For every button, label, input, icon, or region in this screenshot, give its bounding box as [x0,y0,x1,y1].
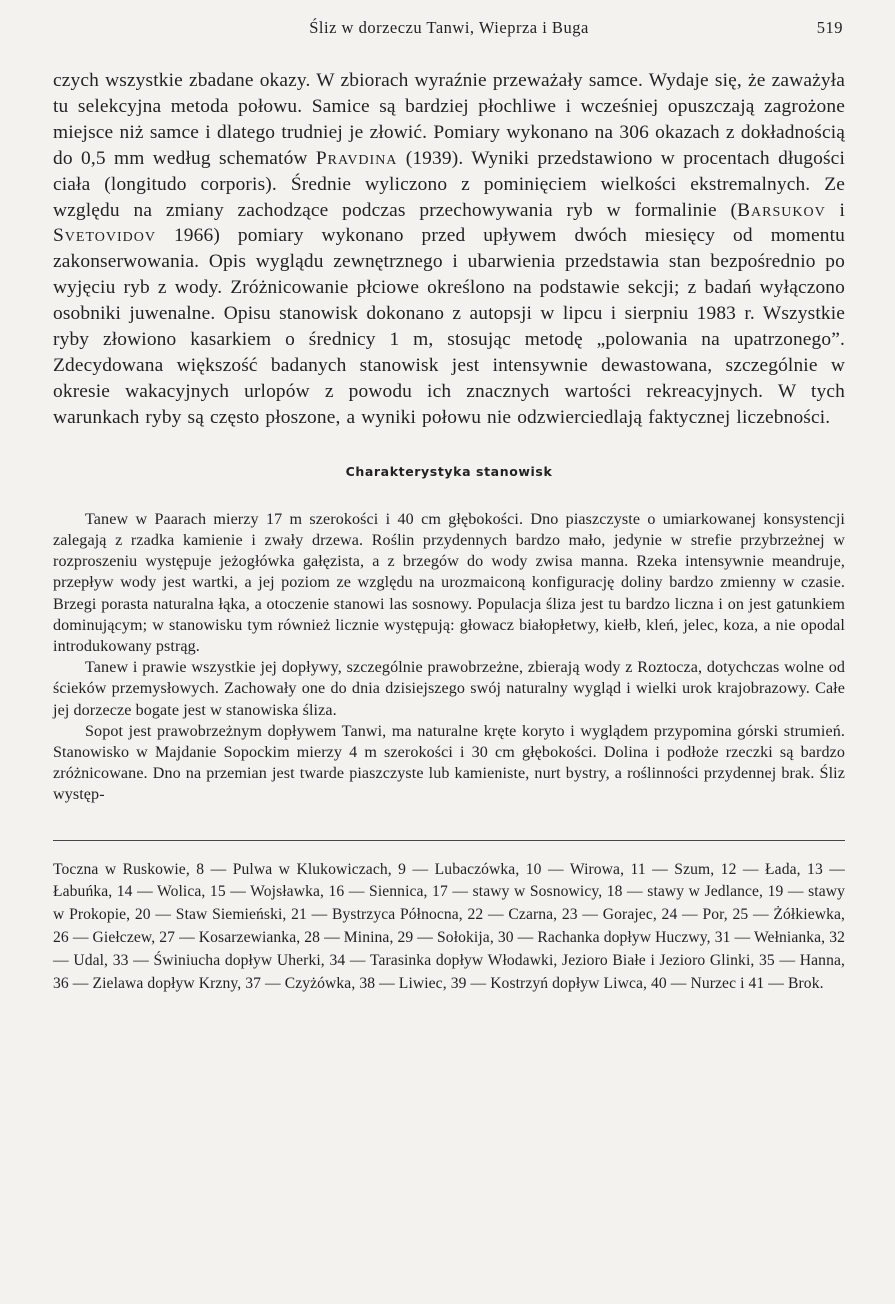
author-citation: Barsukov [737,199,826,221]
main-text-part: (1939). Wyniki przedstawiono w procentach długości ciała (longitudo corporis). Średnie wyliczono z pominięciem wielkości ekstremalnych. Ze względu na zmiany zachodzące podczas przechowywania ryb w formalinie ( [53,147,845,221]
site-paragraph: Sopot jest prawobrzeżnym dopływem Tanwi, ma naturalne kręte koryto i wyglądem przypomina górski strumień. Stanowisko w Majdanie Sopockim mierzy 4 m szerokości i 30 cm głębokości. Dolina i podłoże rzeczki są bardzo zróżnicowane. Dno na przemian jest twarde piaszczyste lub kamieniste, nurt bystry, a roślinności przydennej brak. Śliz występ- [53,722,845,804]
running-title: Śliz w dorzeczu Tanwi, Wieprza i Buga [309,18,589,37]
main-paragraph [53,68,845,431]
main-text-part: i [825,199,845,221]
section-heading: Charakterystyka stanowisk [345,463,553,479]
site-description [53,509,845,806]
author-citation: Svetovidov [53,225,156,247]
page-header [53,18,845,48]
footnote-text: Toczna w Ruskowie, 8 — Pulwa w Klukowiczach, 9 — Lubaczówka, 10 — Wirowa, 11 — Szum, 12 — Łada, 13 — Łabuńka, 14 — Wolica, 15 — Wojsławka, 16 — Siennica, 17 — stawy w Sosnowicy, 18 — stawy w Jedlance, 19 — stawy w Prokopie, 20 — Staw Siemieński, 21 — Bystrzyca Północna, 22 — Czarna, 23 — Gorajec, 24 — Por, 25 — Żółkiewka, 26 — Giełczew, 27 — Kosarzewianka, 28 — Minina, 29 — Sołokija, 30 — Rachanka dopływ Huczwy, 31 — Wełnianka, 32 — Udal, 33 — Świniucha dopływ Uherki, 34 — Tarasinka dopływ Włodawki, Jezioro Białe i Jezioro Glinki, 35 — Hanna, 36 — Zielawa dopływ Krzny, 37 — Czyżówka, 38 — Liwiec, 39 — Kostrzyń dopływ Liwca, 40 — Nurzec i 41 — Brok. [53,860,845,992]
page [53,18,845,995]
main-text-part: czych wszystkie zbadane okazy. W zbiorach wyraźnie przeważały samce. Wydaje się, że zaważyła tu selekcyjna metoda połowu. Samice są bardziej płochliwe i wcześniej opuszczają zagrożone miejsce niż samce i dlatego trudniej je złowić. Pomiary wykonano na 306 okazach z dokładnością do 0,5 mm według schematów [53,70,845,169]
main-text-part: 1966) pomiary wykonano przed upływem dwóch miesięcy od momentu zakonserwowania. Opis wyglądu zewnętrznego i ubarwienia przedstawia stan bezpośrednio po wyjęciu ryb z wody. Zróżnicowanie płciowe określono na podstawie sekcji; z badań wyłączono osobniki juwenalne. Opisu stanowisk dokonano z autopsji w lipcu i sierpniu 1983 r. Wszystkie ryby złowiono kasarkiem o średnicy 1 m, stosując metodę „polowania na upatrzonego”. Zdecydowana większość badanych stanowisk jest intensywnie dewastowana, szczególnie w okresie wakacyjnych urlopów z powodu ich znacznych wartości rekreacyjnych. W tych warunkach ryby są często płoszone, a wyniki połowu nie odzwierciedlają faktycznej liczebności. [53,225,845,428]
footnote-divider [53,840,845,841]
author-citation: Pravdina [315,147,398,169]
site-paragraph: Tanew w Paarach mierzy 17 m szerokości i 40 cm głębokości. Dno piaszczyste o umiarkowanej konsystencji zalegają z rzadka kamienie i zwały drzewa. Roślin przydennych bardzo mało, jedynie w strefie przybrzeżnej w rozproszeniu występuje jeżogłówka gałęzista, a z brzegów do wody zwisa manna. Rzeka intensywnie meandruje, przepływ wody jest wartki, a jej poziom ze względu na urozmaiconą konfigurację doliny bardzo zmienny w czasie. Brzegi porasta naturalna łąka, a otoczenie stanowi las sosnowy. Populacja śliza jest tu bardzo liczna i on jest gatunkiem dominującym; w stanowisku tym również licznie występują: głowacz białopłetwy, kiełb, kleń, jelec, koza, a nie opodal introdukowany pstrąg. [53,510,845,655]
site-paragraph: Tanew i prawie wszystkie jej dopływy, szczególnie prawobrzeżne, zbierają wody z Roztocza, dotychczas wolne od ścieków przemysłowych. Zachowały one do dnia dzisiejszego swój naturalny wygląd i wielki urok krajobrazowy. Całe jej dorzecze bogate jest w stanowiska śliza. [53,659,845,719]
page-number: 519 [816,18,843,37]
